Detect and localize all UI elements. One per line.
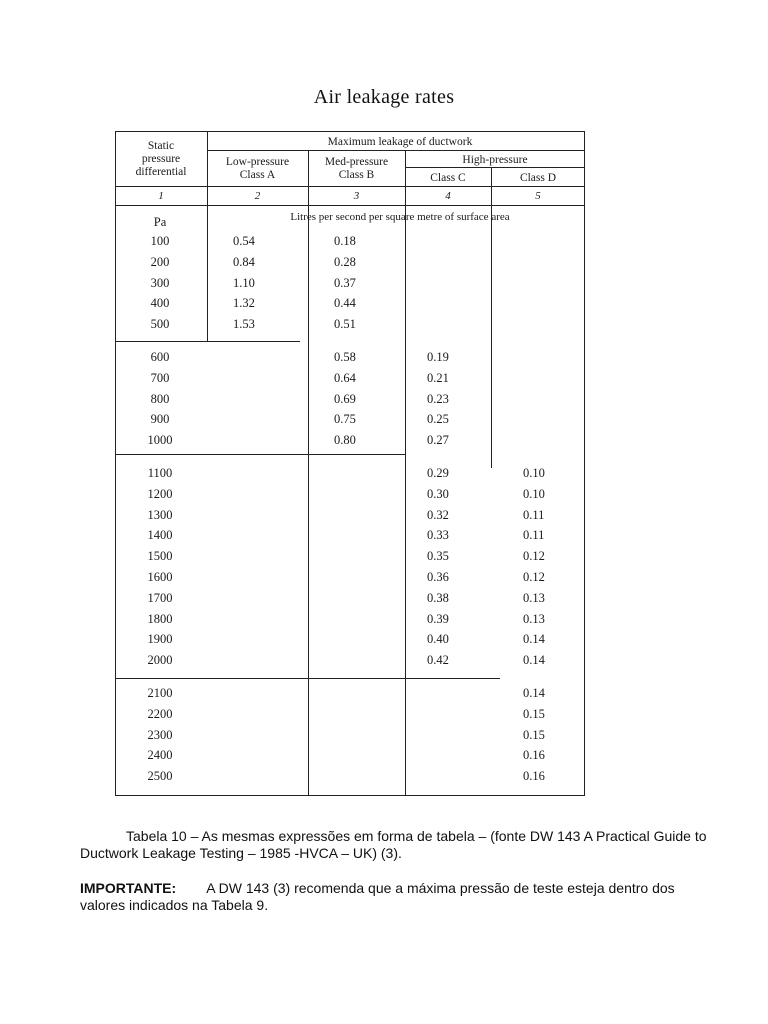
pressure-value: 300 <box>150 276 170 290</box>
pressure-value: 1600 <box>147 570 173 584</box>
table-row <box>115 528 585 546</box>
unit-pa: Pa <box>153 215 167 229</box>
header-pressure: pressure <box>141 153 181 165</box>
class-d-value: 0.14 <box>523 653 545 667</box>
class-d-value: 0.10 <box>523 487 545 501</box>
pressure-value: 200 <box>150 255 170 269</box>
table-row <box>115 371 585 389</box>
table-row <box>115 433 585 451</box>
class-d-value: 0.12 <box>523 549 545 563</box>
class-c-value: 0.36 <box>427 570 449 584</box>
class-c-value: 0.42 <box>427 653 449 667</box>
table-row <box>115 549 585 567</box>
pressure-value: 2100 <box>147 686 173 700</box>
pressure-value: 500 <box>150 317 170 331</box>
class-d-value: 0.14 <box>523 686 545 700</box>
unit-litres: Litres per second per square metre of surface area <box>290 211 510 223</box>
pressure-value: 800 <box>150 392 170 406</box>
table-row <box>115 686 585 704</box>
col-num-2: 2 <box>254 190 261 202</box>
pressure-value: 1700 <box>147 591 173 605</box>
class-c-value: 0.40 <box>427 632 449 646</box>
pressure-value: 1100 <box>147 466 173 480</box>
pressure-value: 1800 <box>147 612 173 626</box>
class-a-value: 1.32 <box>233 296 255 310</box>
page-title: Air leakage rates <box>313 86 455 108</box>
table-row <box>115 591 585 609</box>
table-row <box>115 412 585 430</box>
header-max-leakage: Maximum leakage of ductwork <box>327 136 473 148</box>
table-row <box>115 508 585 526</box>
header-class-d: Class D <box>519 172 557 184</box>
class-a-value: 1.53 <box>233 317 255 331</box>
col-num-1: 1 <box>158 190 164 202</box>
class-c-value: 0.21 <box>427 371 449 385</box>
class-c-value: 0.39 <box>427 612 449 626</box>
class-c-value: 0.38 <box>427 591 449 605</box>
class-b-value: 0.44 <box>334 296 356 310</box>
col-num-4: 4 <box>445 190 451 202</box>
table-row <box>115 748 585 766</box>
pressure-value: 900 <box>150 412 170 426</box>
class-c-value: 0.27 <box>427 433 449 447</box>
header-high-pressure: High-pressure <box>462 154 528 166</box>
caption-text: Tabela 10 – As mesmas expressões em forma de tabela – (fonte DW 143 A Practical Guide to Ductwork Leakage Testing – 1985 -HVCA – UK) (3). <box>80 828 707 861</box>
class-d-value: 0.14 <box>523 632 545 646</box>
class-d-value: 0.11 <box>523 528 545 542</box>
class-b-value: 0.69 <box>334 392 356 406</box>
class-c-value: 0.33 <box>427 528 449 542</box>
header-rule-highpressure <box>405 167 585 168</box>
table-row <box>115 632 585 650</box>
table-row <box>115 728 585 746</box>
table-caption <box>80 828 708 862</box>
pressure-value: 700 <box>150 371 170 385</box>
header-rule-top <box>207 150 585 151</box>
table-row <box>115 317 585 335</box>
pressure-value: 2200 <box>147 707 173 721</box>
pressure-value: 1500 <box>147 549 173 563</box>
table-row <box>115 612 585 630</box>
class-c-value: 0.25 <box>427 412 449 426</box>
pressure-value: 1000 <box>147 433 173 447</box>
group-rule-1 <box>115 341 300 342</box>
table-row <box>115 392 585 410</box>
class-b-value: 0.18 <box>334 234 356 248</box>
class-c-value: 0.32 <box>427 508 449 522</box>
class-d-value: 0.16 <box>523 769 545 783</box>
pressure-value: 2300 <box>147 728 173 742</box>
class-b-value: 0.51 <box>334 317 356 331</box>
leakage-table <box>115 131 585 796</box>
header-class-a: Class A <box>239 169 276 181</box>
class-c-value: 0.19 <box>427 350 449 364</box>
class-c-value: 0.23 <box>427 392 449 406</box>
important-text: A DW 143 (3) recomenda que a máxima pressão de teste esteja dentro dos valores indicados na Tabela 9. <box>80 880 675 913</box>
header-rule-colnums <box>115 205 585 206</box>
class-c-value: 0.30 <box>427 487 449 501</box>
class-d-value: 0.13 <box>523 612 545 626</box>
header-col3 <box>308 156 405 182</box>
table-row <box>115 653 585 671</box>
header-col2 <box>207 156 308 182</box>
table-row <box>115 570 585 588</box>
class-d-value: 0.15 <box>523 728 545 742</box>
pressure-value: 2500 <box>147 769 173 783</box>
header-class-b: Class B <box>338 169 375 181</box>
group-rule-3 <box>115 678 500 679</box>
table-row <box>115 296 585 314</box>
class-d-value: 0.12 <box>523 570 545 584</box>
class-d-value: 0.13 <box>523 591 545 605</box>
pressure-value: 1300 <box>147 508 173 522</box>
pressure-value: 2400 <box>147 748 173 762</box>
class-b-value: 0.37 <box>334 276 356 290</box>
header-low-pressure: Low-pressure <box>225 156 290 168</box>
table-row <box>115 350 585 368</box>
class-d-value: 0.11 <box>523 508 545 522</box>
class-c-value: 0.35 <box>427 549 449 563</box>
table-row <box>115 234 585 252</box>
class-b-value: 0.28 <box>334 255 356 269</box>
header-med-pressure: Med-pressure <box>324 156 389 168</box>
table-row <box>115 255 585 273</box>
pressure-value: 100 <box>150 234 170 248</box>
pressure-value: 400 <box>150 296 170 310</box>
important-note <box>80 880 708 914</box>
pressure-value: 2000 <box>147 653 173 667</box>
class-a-value: 0.84 <box>233 255 255 269</box>
class-a-value: 1.10 <box>233 276 255 290</box>
header-class-c: Class C <box>430 172 466 184</box>
group-rule-2 <box>115 454 405 455</box>
table-row <box>115 276 585 294</box>
header-differential: differential <box>135 166 187 178</box>
table-row <box>115 769 585 787</box>
table-row <box>115 707 585 725</box>
class-d-value: 0.15 <box>523 707 545 721</box>
header-static: Static <box>147 140 175 152</box>
class-b-value: 0.75 <box>334 412 356 426</box>
class-d-value: 0.10 <box>523 466 545 480</box>
pressure-value: 1200 <box>147 487 173 501</box>
table-row <box>115 466 585 484</box>
header-rule-classes <box>115 186 585 187</box>
pressure-value: 600 <box>150 350 170 364</box>
class-b-value: 0.80 <box>334 433 356 447</box>
important-label: IMPORTANTE: <box>80 880 177 896</box>
col-num-5: 5 <box>535 190 541 202</box>
header-col1 <box>115 140 207 179</box>
class-d-value: 0.16 <box>523 748 545 762</box>
pressure-value: 1900 <box>147 632 173 646</box>
class-b-value: 0.64 <box>334 371 356 385</box>
class-a-value: 0.54 <box>233 234 255 248</box>
class-c-value: 0.29 <box>427 466 449 480</box>
col-num-3: 3 <box>353 190 360 202</box>
class-b-value: 0.58 <box>334 350 356 364</box>
table-row <box>115 487 585 505</box>
pressure-value: 1400 <box>147 528 173 542</box>
